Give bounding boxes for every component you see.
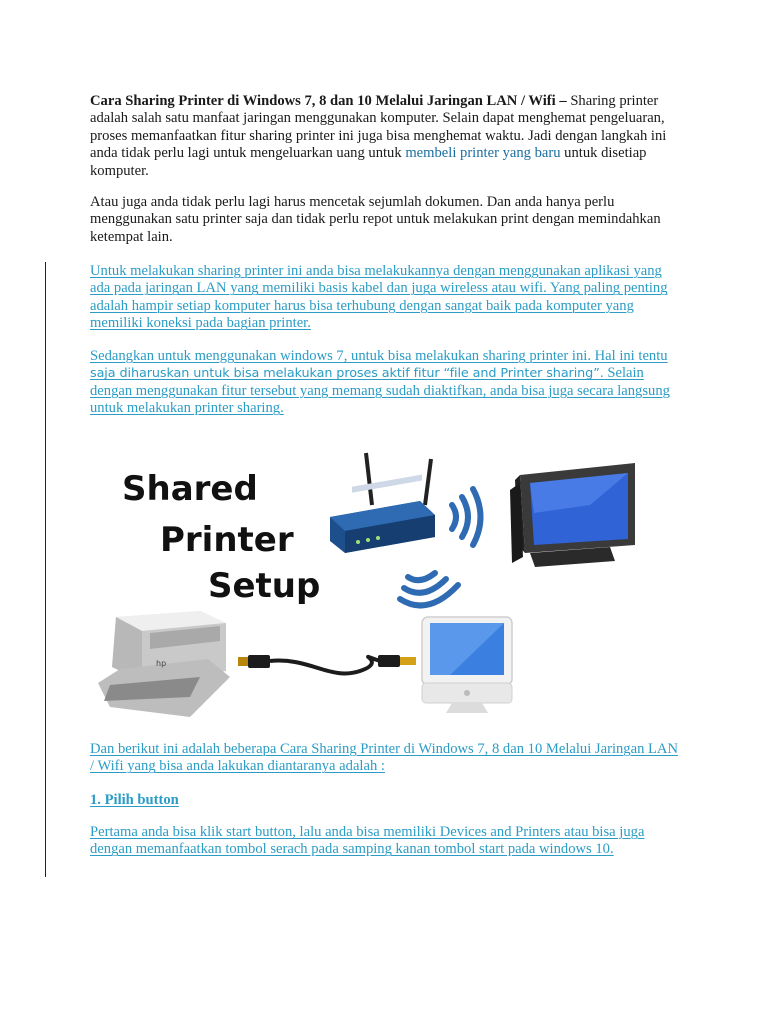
article-title: Cara Sharing Printer di Windows 7, 8 dan 10 Melalui Jaringan LAN / Wifi –	[90, 93, 567, 109]
paragraph-4-link[interactable]	[90, 348, 670, 418]
p4-text-b: Selain dengan menggunakan fitur tersebut yang memang sudah diaktifkan, anda bisa juga secara langsung untuk melakukan printer sharing.	[90, 365, 670, 417]
intro-text-b: untuk disetiap komputer.	[90, 145, 647, 179]
shared-printer-setup-image	[90, 445, 650, 725]
figure-line-2: Printer	[160, 520, 294, 560]
margin-bar	[45, 262, 46, 877]
step-1-heading[interactable]: 1. Pilih button	[90, 792, 179, 808]
paragraph-2: Atau juga anda tidak perlu lagi harus mencetak sejumlah dokumen. Dan anda hanya perlu menggunakan satu printer saja dan tidak perlu repot untuk melakukan print dengan memindahkan ketempat lain.	[90, 194, 661, 245]
figure-line-1: Shared	[122, 469, 258, 509]
router-icon	[330, 453, 435, 553]
p4-comic-text: saja diharuskan untuk bisa melakukan proses aktif fitur “file and Printer sharing”.	[90, 366, 604, 382]
usb-cable-icon	[238, 655, 416, 673]
printer-brand: hp	[156, 659, 167, 668]
paragraph-6-link[interactable]: Pertama anda bisa klik start button, lalu anda bisa memiliki Devices and Printers atau bisa juga dengan memanfaatkan tombol serach pada samping kanan tombol start pada windows 10.	[90, 824, 645, 858]
paragraph-5-link[interactable]: Dan berikut ini adalah beberapa Cara Sharing Printer di Windows 7, 8 dan 10 Melalui Jaringan LAN / Wifi yang bisa anda lakukan diantaranya adalah :	[90, 741, 679, 775]
buy-printer-link[interactable]: membeli printer yang baru	[405, 145, 561, 162]
intro-paragraph	[90, 93, 670, 180]
p4-text-a: Sedangkan untuk menggunakan windows 7, untuk bisa melakukan sharing printer ini. Hal ini tentu	[90, 348, 668, 364]
setup-illustration	[90, 445, 650, 725]
printer-icon	[98, 611, 230, 717]
imac-icon	[422, 617, 512, 713]
intro-text-a: Sharing printer adalah salah satu manfaat jaringan menggunakan komputer. Selain dapat menghemat pengeluaran, proses memanfaatkan fitur sharing printer ini juga bisa menghemat waktu. Jadi dengan langkah ini anda tidak perlu lagi untuk mengeluarkan uang untuk	[90, 93, 667, 162]
crt-monitor-icon	[510, 463, 635, 567]
paragraph-3-link[interactable]: Untuk melakukan sharing printer ini anda bisa melakukannya dengan menggunakan aplikasi yang ada pada jaringan LAN yang memiliki basis kabel dan juga wireless atau wifi. Yang paling penting adalah hampir setiap komputer harus bisa terhubung dengan sangat baik pada komputer yang memiliki koneksi pada bagian printer.	[90, 263, 668, 332]
figure-line-3: Setup	[208, 566, 321, 606]
